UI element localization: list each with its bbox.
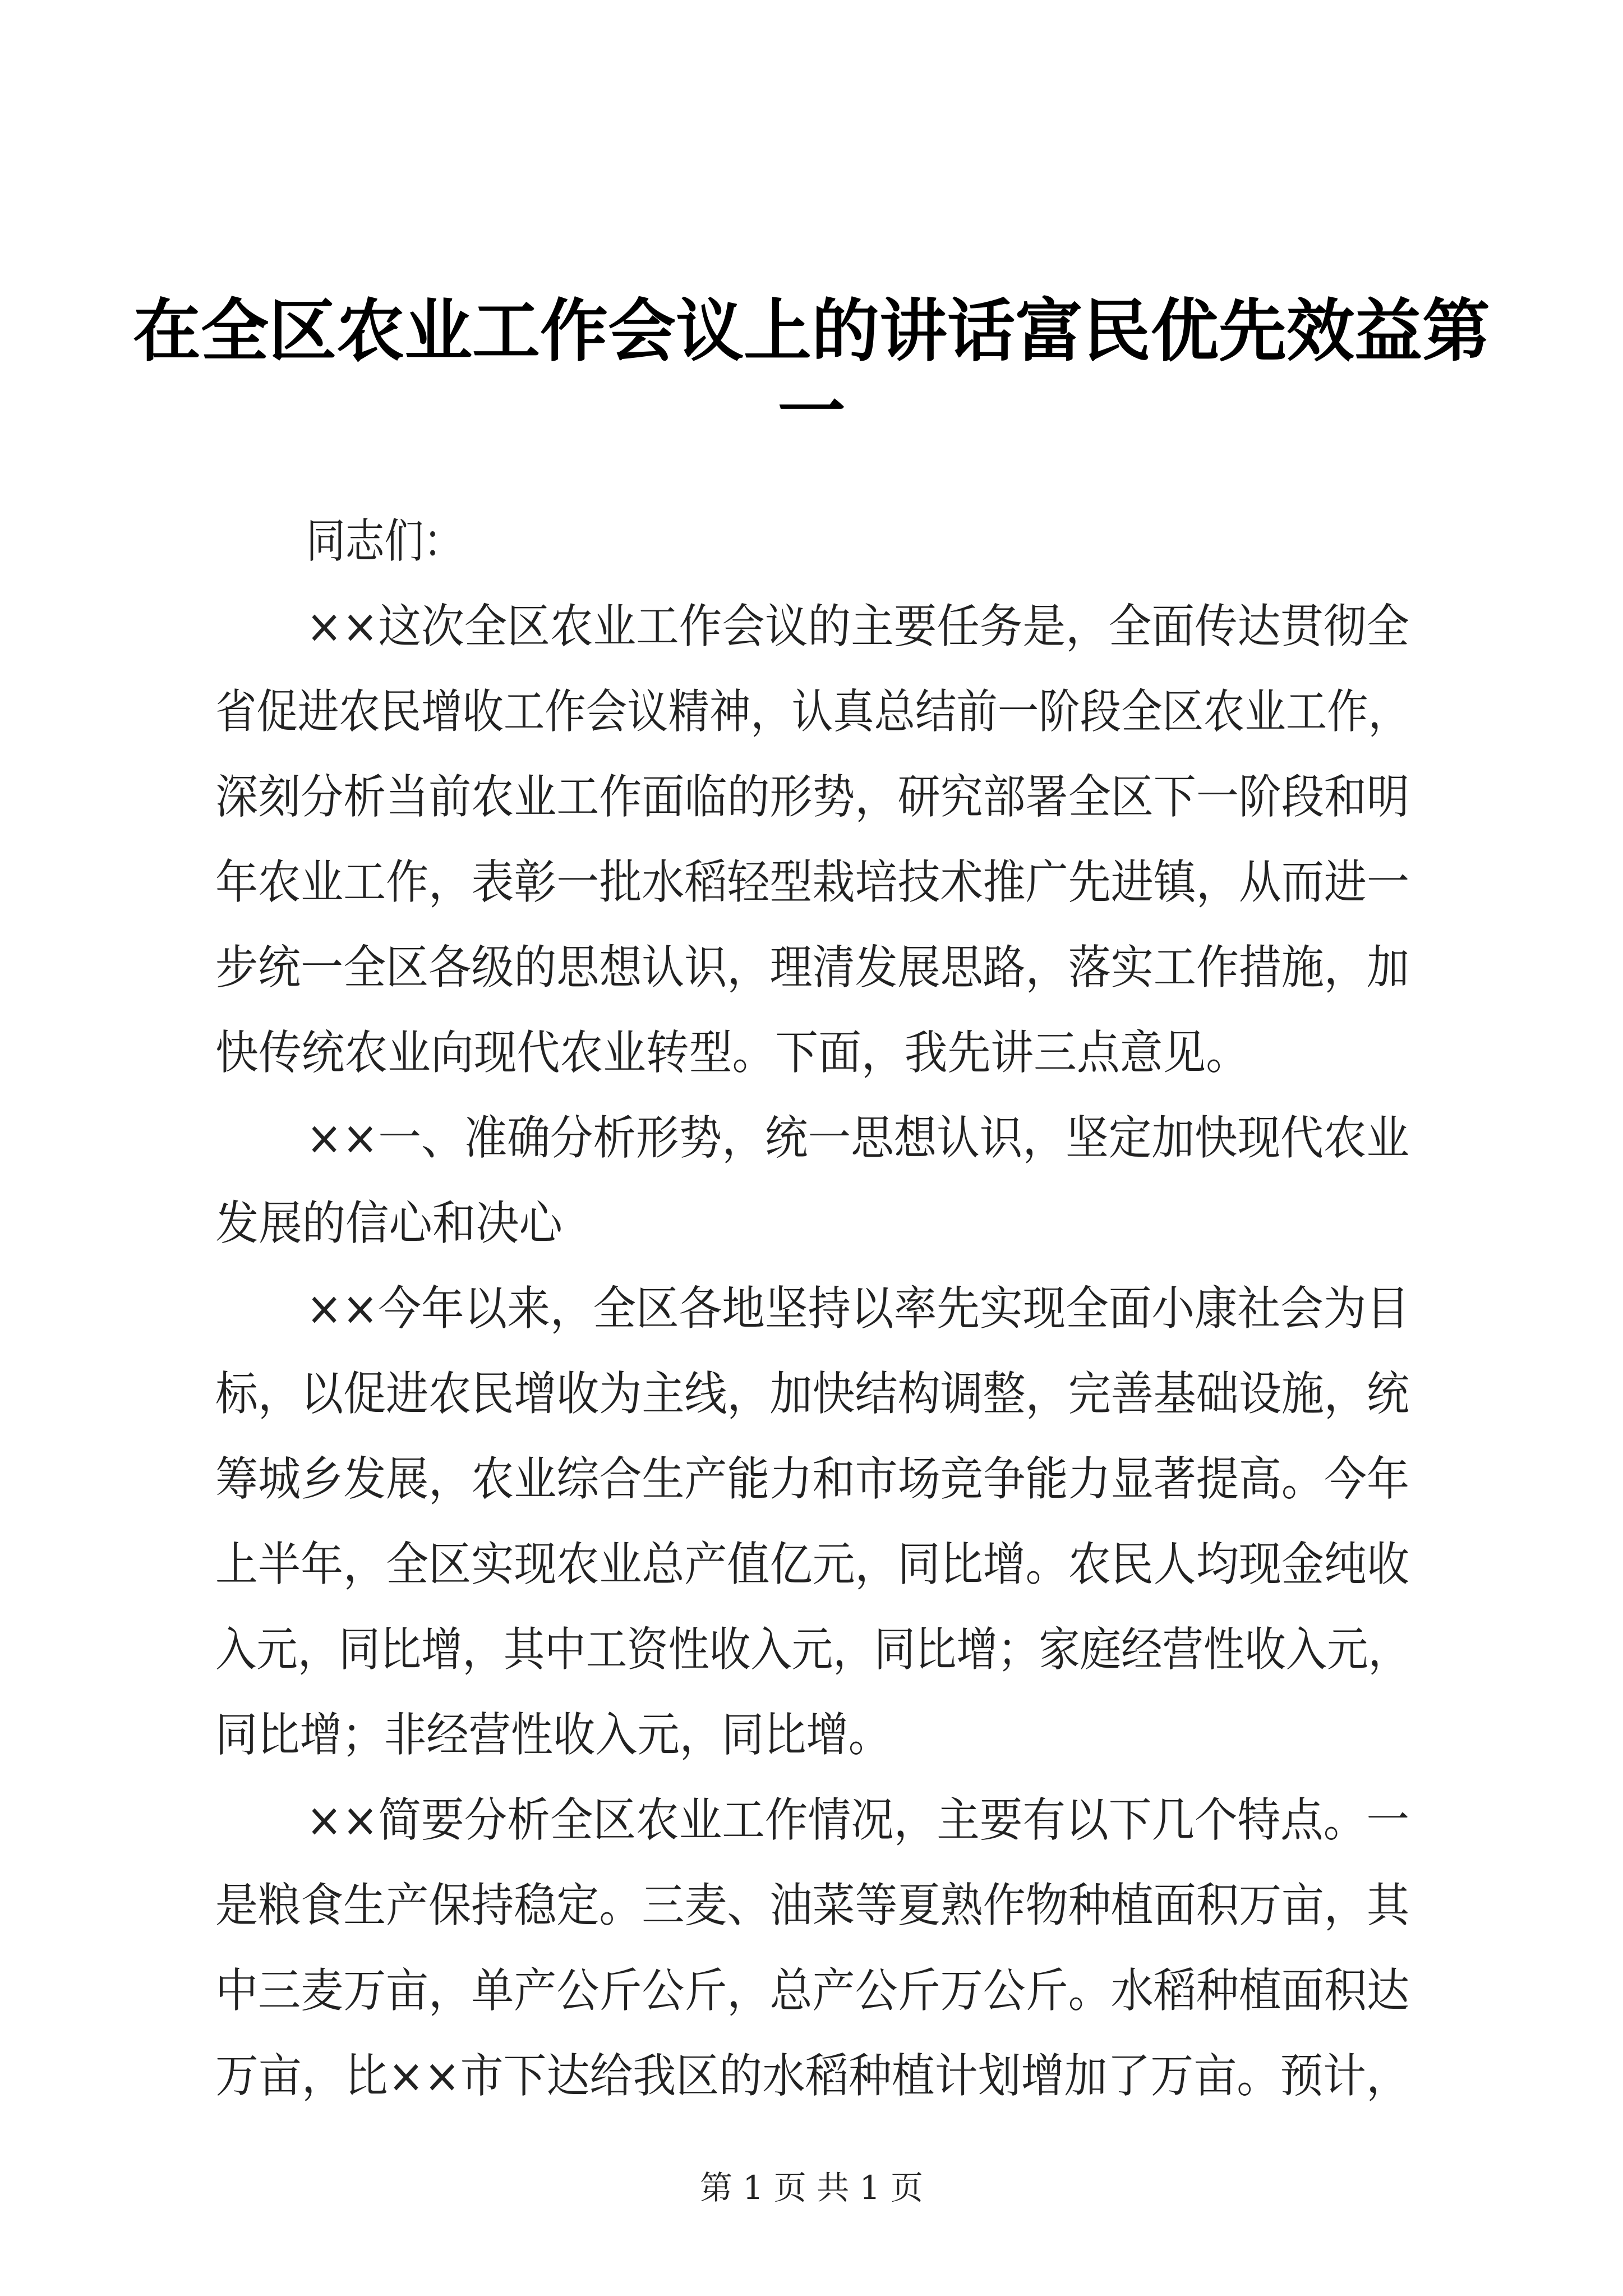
paragraph-1-line-3: 深刻分析当前农业工作面临的形势，研究部署全区下一阶段和明 <box>215 770 1409 824</box>
paragraph-3-line-3: 筹城乡发展，农业综合生产能力和市场竞争能力显著提高。今年 <box>215 1452 1409 1506</box>
paragraph-1-line-4: 年农业工作，表彰一批水稻轻型栽培技术推广先进镇，从而进一 <box>215 855 1409 909</box>
title-line-1: 在全区农业工作会议上的讲话富民优先效益第 <box>132 291 1491 371</box>
paragraph-3-line-2: 标，以促进农民增收为主线，加快结构调整，完善基础设施，统 <box>215 1366 1409 1421</box>
paragraph-3-line-1: ××今年以来，全区各地坚持以率先实现全面小康社会为目 <box>306 1281 1409 1336</box>
paragraph-1-line-6: 快传统农业向现代农业转型。下面，我先讲三点意见。 <box>215 1025 1249 1080</box>
salutation: 同志们： <box>306 514 463 568</box>
section-heading-line-2: 发展的信心和决心 <box>215 1196 564 1250</box>
paragraph-1-line-1: ××这次全区农业工作会议的主要任务是，全面传达贯彻全 <box>306 599 1409 654</box>
paragraph-1-line-5: 步统一全区各级的思想认识，理清发展思路，落实工作措施，加 <box>215 940 1409 995</box>
paragraph-3-line-5: 入元，同比增，其中工资性收入元，同比增；家庭经营性收入元， <box>215 1622 1409 1677</box>
paragraph-3-line-4: 上半年，全区实现农业总产值亿元，同比增。农民人均现金纯收 <box>215 1537 1409 1591</box>
paragraph-4-line-1: ××简要分析全区农业工作情况，主要有以下几个特点。一 <box>306 1793 1409 1847</box>
paragraph-1-line-2: 省促进农民增收工作会议精神，认真总结前一阶段全区农业工作， <box>215 684 1409 739</box>
section-heading-line-1: ××一、准确分析形势，统一思想认识，坚定加快现代农业 <box>306 1111 1409 1165</box>
paragraph-3-line-6: 同比增；非经营性收入元，同比增。 <box>215 1708 891 1762</box>
paragraph-4-line-4: 万亩，比××市下达给我区的水稻种植计划增加了万亩。预计， <box>215 2049 1409 2103</box>
page-footer: 第 1 页 共 1 页 <box>700 2169 923 2207</box>
paragraph-4-line-3: 中三麦万亩，单产公斤公斤，总产公斤万公斤。水稻种植面积达 <box>215 1963 1409 2018</box>
paragraph-4-line-2: 是粮食生产保持稳定。三麦、油菜等夏熟作物种植面积万亩，其 <box>215 1878 1412 1932</box>
title-line-2: 一 <box>777 371 846 451</box>
